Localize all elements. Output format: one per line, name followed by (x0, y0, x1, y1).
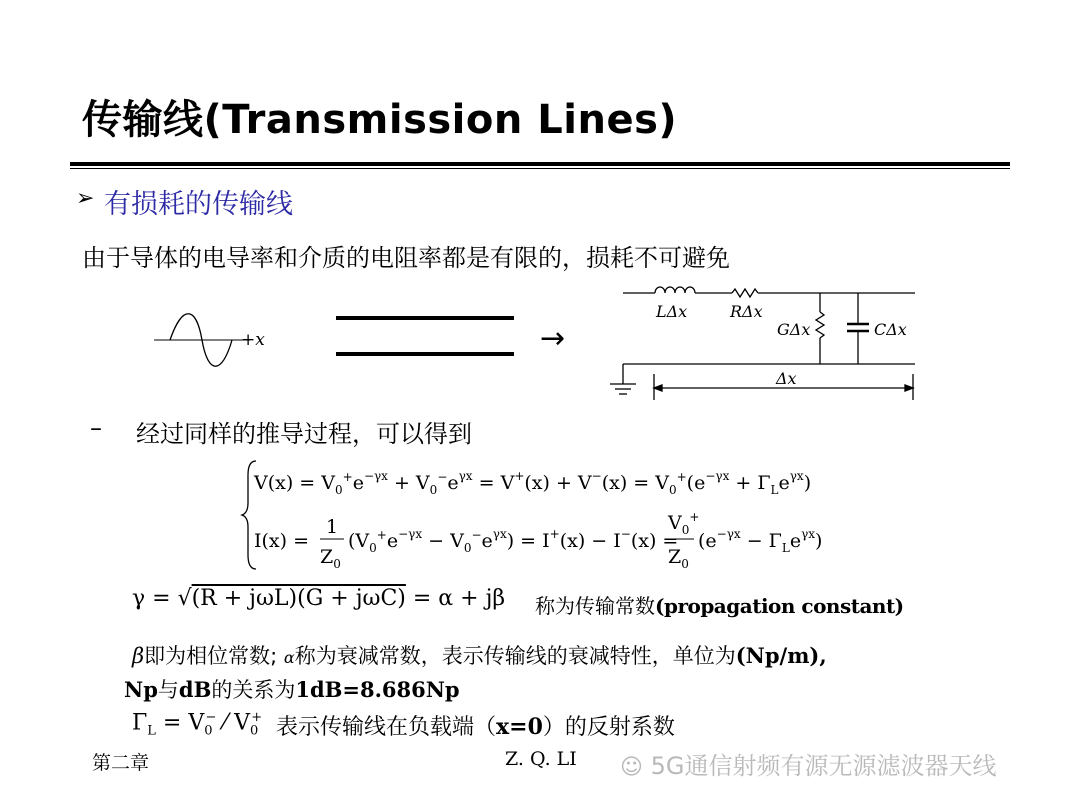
page-title: 传输线(Transmission Lines) (82, 97, 678, 143)
intro-text: 由于导体的电导率和介质的电阻率都是有限的，损耗不可避免 (82, 244, 730, 272)
title-divider-thin (70, 168, 1010, 169)
bullet-arrow-icon: ➢ (76, 186, 95, 211)
axis-label: +x (241, 330, 265, 350)
transmission-line-diagram (140, 280, 940, 410)
svg-text:V(x) = V0+e−γx + V0−eγx = V+(x: $V(x) = V_0^+e^{-\gamma x} + V_0^-e^{\gamma x} = V^+(x) + V^-(x) = V_0^+(e^{-\gamma x} + \Gamma_Le^{\gamma x})$ (254, 469, 812, 497)
lower-conductor (336, 352, 514, 356)
svg-text:V0+: $V_0^+$ (668, 510, 700, 537)
svg-text:Z0: $Z_0$ (668, 546, 689, 571)
reflection-coefficient-equation: $\Gamma_L = V_0^-$ ⁄ $V_0^+$ (132, 710, 263, 739)
title-divider-thick (70, 162, 1010, 166)
resistor-label: RΔx (730, 302, 763, 321)
svg-text:(V0+e−γx − V0−eγx) = I+(x) − I: $(V_0^+e^{-\gamma x} - V_0^-e^{\gamma x}) = I^+(x) - I^-(x)$ = (348, 527, 679, 555)
equivalence-arrow-icon: → (540, 321, 566, 356)
propagation-constant-equation: γ = √(R + jωL)(G + jωC) = α + jβ (132, 586, 506, 611)
resistor-icon (732, 289, 758, 297)
np-db-relation: Np与dB的关系为1dB=8.686Np (124, 677, 460, 702)
attenuation-description: β即为相位常数; α称为衰减常数，表示传输线的衰减特性，单位为(Np/m), (132, 643, 827, 668)
svg-text:1: 1 (326, 516, 339, 538)
dash-bullet: – (90, 414, 102, 442)
wechat-icon: ☺ (620, 755, 643, 780)
equation-system (240, 455, 840, 575)
capacitor-label: CΔx (874, 320, 907, 339)
inductor-label: LΔx (656, 302, 688, 321)
watermark: ☺ 5G通信射频有源无源滤波器天线 (620, 752, 997, 780)
delta-x-label: Δx (776, 369, 797, 388)
derivation-text: 经过同样的推导过程，可以得到 (136, 420, 472, 448)
conductance-label: GΔx (777, 320, 811, 339)
section-subtitle: 有损耗的传输线 (104, 189, 293, 220)
sine-wave-icon (154, 314, 250, 367)
upper-conductor (336, 316, 514, 320)
propagation-constant-text: 称为传输常数(propagation constant) (535, 594, 904, 618)
svg-text:(e−γx − ΓLeγx): $(e^{-\gamma x} - \Gamma_Le^{\gamma x})$ (698, 527, 823, 555)
svg-text:I(x) =: I(x) = (254, 530, 310, 552)
inductor-icon (655, 287, 695, 293)
conductance-icon (816, 312, 824, 338)
reflection-coefficient-text: 表示传输线在负载端（x=0）的反射系数 (276, 714, 675, 740)
footer-chapter: 第二章 (92, 752, 150, 774)
svg-text:Z0: $Z_0$ (320, 546, 341, 571)
footer-author: Z. Q. LI (505, 748, 577, 770)
